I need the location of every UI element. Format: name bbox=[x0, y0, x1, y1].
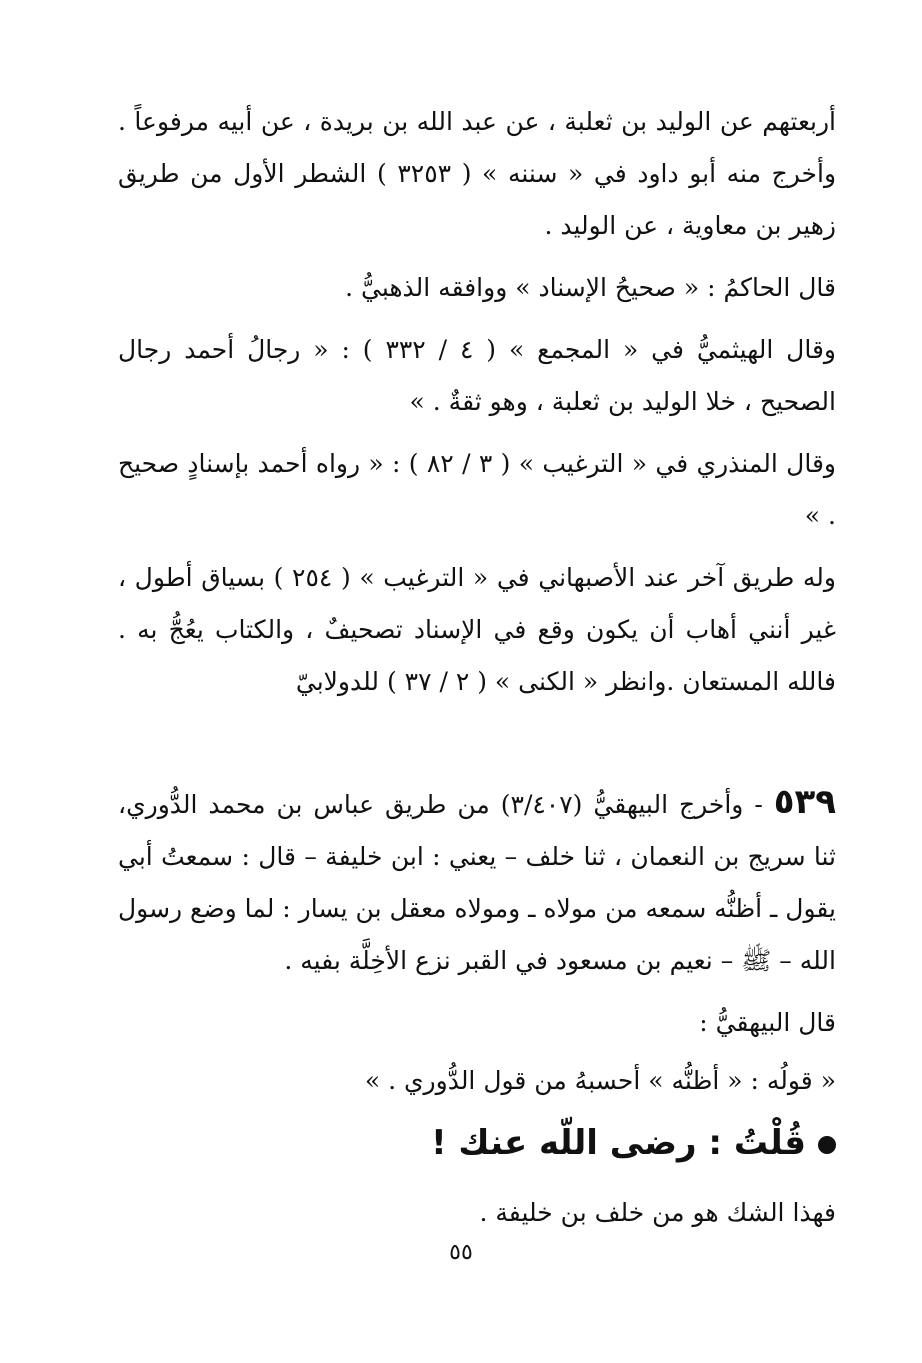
paragraph-hakim: قال الحاكمُ : « صحيحُ الإسناد » ووافقه الذهبيُّ . bbox=[345, 273, 836, 302]
paragraph-narrators: أربعتهم عن الوليد بن ثعلبة ، عن عبد الله بن بريدة ، عن أبيه مرفوعاً . وأخرج منه أبو داود في « سننه » ( ٣٢٥٣ ) الشطر الأول من طريق زهير بن معاوية ، عن الوليد . bbox=[118, 107, 837, 240]
hadith-paragraph bbox=[118, 776, 836, 987]
paragraph-haythami: وقال الهيثميُّ في « المجمع » ( ٤ / ٣٣٢ ) : « رجالُ أحمد رجال الصحيح ، خلا الوليد بن ثعلبة ، وهو ثقةٌ . » bbox=[118, 335, 836, 416]
paragraph-conclusion: فهذا الشك هو من خلف بن خليفة . bbox=[479, 1198, 836, 1227]
page-number: ٥٥ bbox=[449, 1240, 473, 1265]
paragraph-mundhiri: وقال المنذري في « الترغيب » ( ٣ / ٨٢ ) : « رواه أحمد بإسنادٍ صحيح . » bbox=[118, 449, 836, 530]
paragraph-asbahani: وله طريق آخر عند الأصبهاني في « الترغيب » ( ٢٥٤ ) بسياق أطول ، غير أنني أهاب أن يكون وقع في الإسناد تصحيفٌ ، والكتاب يعُجُّ به . فالله المستعان .وانظر « الكنى » ( ٢ / ٣٧ ) للدولابيّ bbox=[118, 563, 836, 696]
heading-text: قُلْتُ : رضى اللّه عنك ! bbox=[431, 1123, 806, 1163]
section-heading bbox=[118, 1113, 836, 1173]
hadith-number: ٥٣٩ bbox=[773, 782, 836, 822]
page-body bbox=[118, 96, 836, 1249]
bullet-icon bbox=[818, 1136, 836, 1154]
paragraph-bayhaqi-quote: « قولُه : « أظنُّه » أحسبهُ من قول الدُّوري . » bbox=[364, 1066, 836, 1095]
paragraph-bayhaqi-said: قال البيهقيُّ : bbox=[699, 1008, 836, 1037]
section-spacer bbox=[118, 718, 836, 776]
hadith-text: - وأخرج البيهقيُّ (٣/٤٠٧) من طريق عباس بن محمد الدُّوري، ثنا سريج بن النعمان ، ثنا خلف – يعني : ابن خليفة – قال : سمعتُ أبي يقول ـ أظنُّه سمعه من مولاه ـ ومولاه معقل بن يسار : لما وضع رسول الله – ﷺ – نعيم بن مسعود في القبر نزع الأخِلَّة بفيه . bbox=[118, 790, 836, 975]
